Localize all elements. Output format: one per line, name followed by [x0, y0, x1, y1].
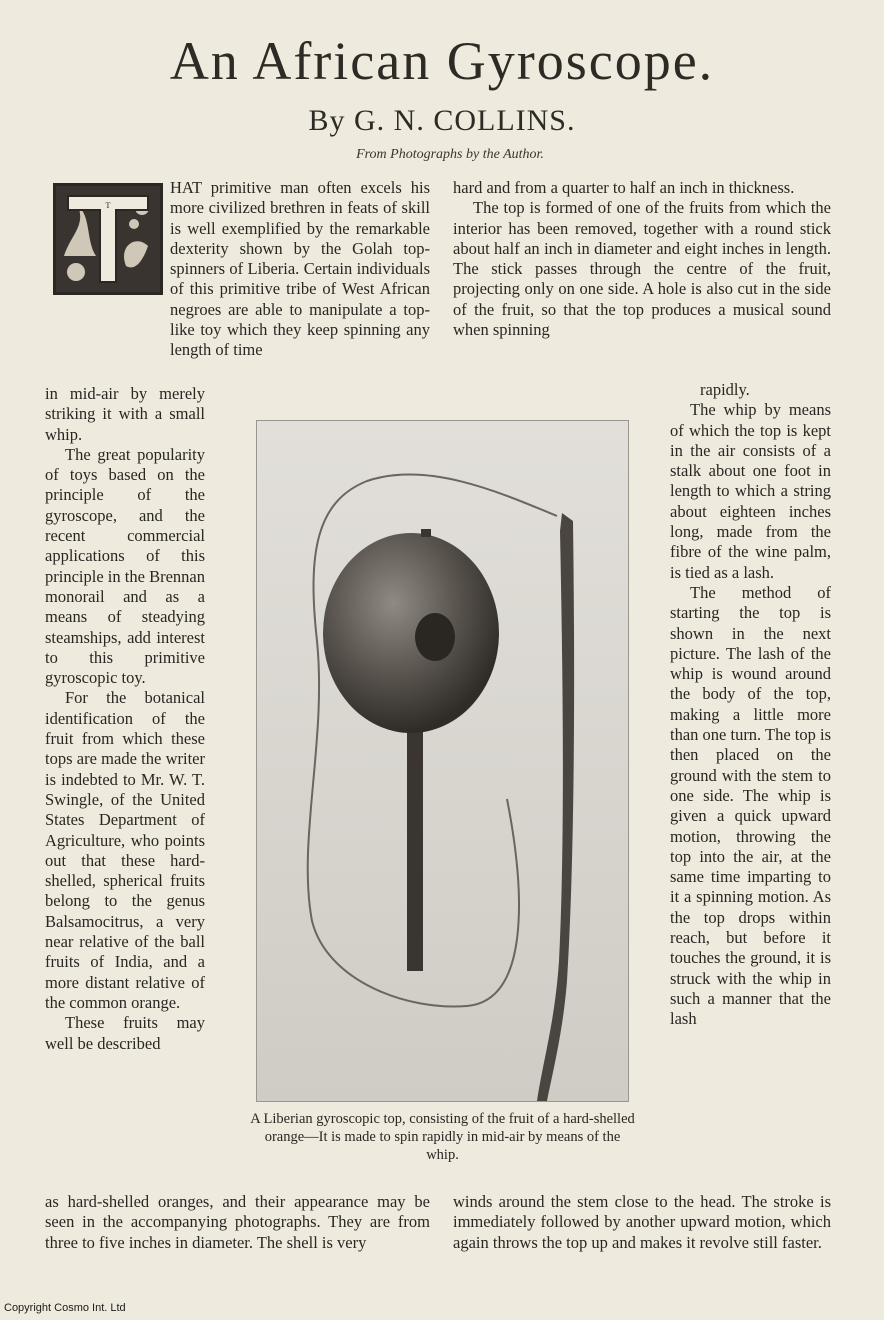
article-title: An African Gyroscope.	[169, 31, 715, 91]
left-column-bottom	[45, 1192, 430, 1253]
right-column-bottom	[453, 1192, 831, 1253]
intro-paragraph: HAT primitive man often excels his more civilized brethren in feats of skill is well exemplified by the remarkable dexterity shown by the Golah top-spinners of Liberia. Certain individuals of this primitive tribe of West African negroes are able to manipulate a top-like toy which they keep spinning any length of time	[170, 178, 430, 360]
left-column-narrow	[45, 384, 205, 1054]
right-column-continuation: hard and from a quarter to half an inch in thickness.	[453, 178, 795, 197]
popularity-paragraph: The great popularity of toys based on the principle of the gyroscope, and the recent commercial applications of this principle in the Brennan monorail and as a means of steadying steamships, add interest to this primitive gyroscopic toy.	[45, 444, 205, 688]
figure-caption: A Liberian gyroscopic top, consisting of the fruit of a hard-shelled orange—It is made to spin rapidly in mid-air by means of the whip.	[250, 1111, 635, 1163]
fruits-paragraph-end: as hard-shelled oranges, and their appearance may be seen in the accompanying photographs. They are from three to five inches in diameter. The shell is very	[45, 1192, 430, 1252]
top-formed-paragraph: The top is formed of one of the fruits from which the interior has been removed, together with a round stick about half an inch in diameter and eight inches in length. The stick passes through the centre of the fruit, projecting only on one side. A hole is also cut in the side of the fruit, so that the top produces a musical sound when spinning	[453, 198, 831, 340]
photo-credit: From Photographs by the Author.	[356, 147, 544, 162]
right-column-narrow	[670, 380, 831, 1030]
top-formed-paragraph-end: rapidly.	[700, 380, 750, 399]
drop-cap-letter: T	[105, 201, 111, 210]
fruits-paragraph-start: These fruits may well be described	[45, 1013, 205, 1053]
gourd-top-with-whip-icon	[257, 421, 628, 1101]
right-column-top	[453, 178, 831, 340]
whip-paragraph: The whip by means of which the top is kept in the air consists of a stalk about one foot in length to which a string about eighteen inches long, made from the fibre of the wine palm, is tied as a lash.	[670, 400, 831, 582]
left-column-intro	[45, 178, 430, 361]
article-byline: By G. N. COLLINS.	[308, 104, 576, 137]
copyright-notice: Copyright Cosmo Int. Ltd	[4, 1302, 126, 1314]
method-paragraph-end: winds around the stem close to the head. The stroke is immediately followed by another upward motion, which again throws the top up and makes it revolve still faster.	[453, 1192, 831, 1252]
gyroscope-photograph	[256, 420, 629, 1102]
method-paragraph: The method of starting the top is shown in the next picture. The lash of the whip is wound around the body of the top, making a little more than one turn. The top is then placed on the ground with the stem to one side. The whip is given a quick upward motion, throwing the top into the air, at the same time imparting to it a spinning motion. As the top drops within reach, but before it touches the ground, it is struck with the whip in such a manner that the lash	[670, 582, 832, 1029]
botanical-paragraph: For the botanical identification of the fruit from which these tops are made the writer is indebted to Mr. W. T. Swingle, of the United States Department of Agriculture, who points out that these hard-shelled, spherical fruits belong to the genus Balsamocitrus, a very near relative of the ball fruits of India, and a more distant relative of the common orange.	[45, 688, 205, 1012]
intro-continuation: in mid-air by merely striking it with a small whip.	[45, 384, 205, 444]
